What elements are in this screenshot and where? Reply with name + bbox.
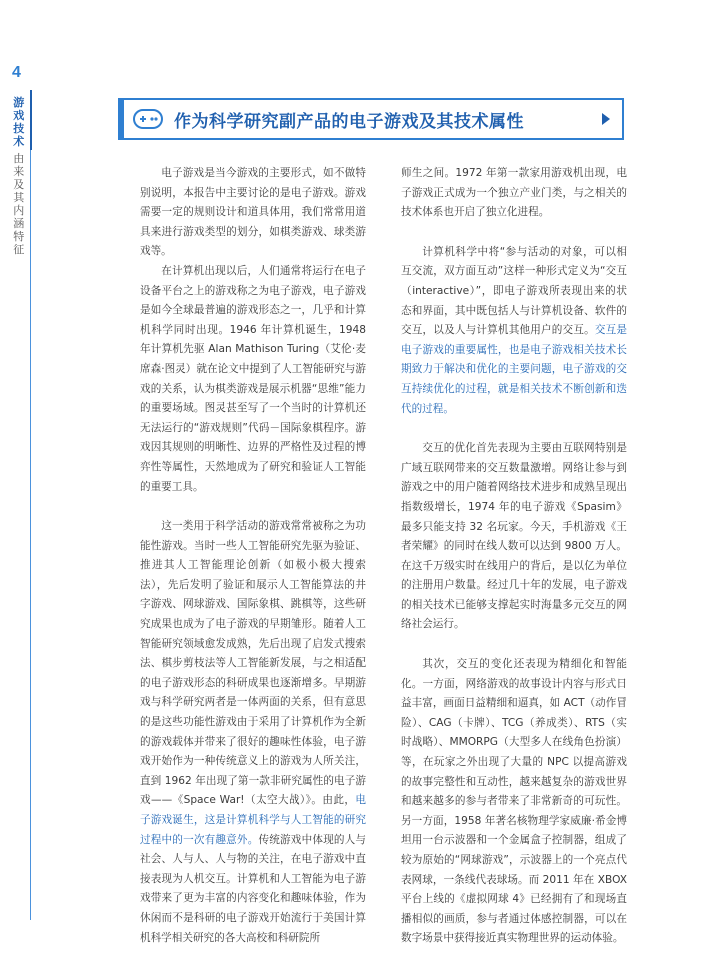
- paragraph-text: 传统游戏中体现的人与社会、人与人、人与物的关注，在电子游戏中直接表现为人机交互。计算机和人工智能为电子游戏带来了更为丰富的内容变化和趣味体验，作为休闲而不是科研的电子游戏开始流行于美国计算机科学相关研究的各大高校和科研院所: [140, 833, 367, 944]
- sidebar-section-subtitle: 由来及其内涵特征: [13, 152, 25, 256]
- right-column: [401, 164, 627, 949]
- chapter-header: [118, 98, 624, 140]
- paragraph: [140, 517, 366, 948]
- arrow-right-icon: [602, 113, 610, 125]
- sidebar-section-label: [10, 96, 28, 256]
- highlighted-text: 电子游戏诞生，这是计算机科学与人工智能的研究过程中的一次有趣意外。: [140, 794, 366, 846]
- paragraph: 其次，交互的变化还表现为精细化和智能化。一方面，网络游戏的故事设计内容与形式日益丰富，画面日益精细和逼真，如 ACT（动作冒险）、CAG（卡牌）、TCG（养成类）、RTS（实时战略）、MMORPG（大型多人在线角色扮演）等，在玩家之外出现了大量的 NPC 以提高游戏的故事完整性和互动性，越来越复杂的游戏世界和越来越多的参与者带来了非常新奇的可玩性。另一方面，1958 年著名核物理学家威廉·希金博坦用一台示波器和一个金属盒子控制器，组成了较为原始的“网球游戏”，示波器上的一个亮点代表网球，一条线代表球场。而 2011 年在 XBOX 平台上线的《虚拟网球 4》已经拥有了和现场直播相似的画质，参与者通过体感控制器，可以在数字场景中获得接近真实物理世界的运动体验。: [401, 658, 627, 945]
- paragraph: 师生之间。1972 年第一款家用游戏机出现，电子游戏正式成为一个独立产业门类，与之相关的技术体系也开启了独立化进程。: [401, 167, 627, 219]
- paragraph: 在计算机出现以后，人们通常将运行在电子设备平台之上的游戏称之为电子游戏，电子游戏是如今全球最普遍的游戏形态之一，几乎和计算机科学同时出现。1946 年计算机诞生，1948 年计算机先驱 Alan Mathison Turing（艾伦·麦席森·图灵）就在论文中提到了人工智能研究与游戏的关系，认为棋类游戏是展示机器“思维”能力的重要场域。图灵甚至写了一个当时的计算机还无法运行的“游戏规则”代码－国际象棋程序。游戏因其规则的明晰性、边界的严格性及过程的博弈性等属性，天然地成为了研究和验证人工智能的重要工具。: [140, 264, 366, 493]
- paragraph-text: 这一类用于科学活动的游戏常常被称之为功能性游戏。当时一些人工智能研究先驱为验证、推进其人工智能理论创新（如极小极大搜索法），先后发明了验证和展示人工智能算法的井字游戏、网球游戏、国际象棋、跳棋等，这些研究成果也成为了电子游戏的早期雏形。随着人工智能研究领域愈发成熟，先后出现了启发式搜索法、棋步剪枝法等人工智能新发展，与之相适配的电子游戏形态的科研成果也逐渐增多。早期游戏与科学研究两者是一体两面的关系，但有意思的是这些功能性游戏由于采用了计算机作为全新的游戏载体并带来了很好的趣味性体验，电子游戏开始作为一种传统意义上的游戏为人所关注，直到 1962 年出现了第一款非研究属性的电子游戏——《Space War!（太空大战）》。由此，: [140, 520, 366, 807]
- page-number: 4: [12, 64, 21, 81]
- sidebar-section-title: 游戏技术: [13, 96, 25, 148]
- left-column: [140, 164, 366, 948]
- paragraph: [401, 243, 627, 419]
- chapter-title: 作为科学研究副产品的电子游戏及其技术属性: [174, 111, 524, 132]
- margin-rule: [30, 90, 31, 920]
- paragraph: 电子游戏是当今游戏的主要形式，如不做特别说明，本报告中主要讨论的是电子游戏。游戏需要一定的规则设计和道具体用，我们常常用道具来进行游戏类型的划分，如棋类游戏、球类游戏等。: [140, 167, 366, 258]
- gamepad-icon: [132, 107, 164, 131]
- margin-rule-accent: [30, 90, 32, 150]
- highlighted-text: 交互是电子游戏的重要属性，也是电子游戏相关技术长期致力于解决和优化的主要问题，电子游戏的交互持续优化的过程，就是相关技术不断创新和迭代的过程。: [401, 324, 628, 415]
- paragraph-text: 计算机科学中将“参与活动的对象，可以相互交流，双方面互动”这样一种形式定义为“交互（interactive）”，即电子游戏所表现出来的状态和界面，其中既包括人与计算机设备、软件的交互，以及人与计算机其他用户的交互。: [401, 245, 627, 337]
- paragraph: 交互的优化首先表现为主要由互联网特别是广域互联网带来的交互数量激增。网络让参与到游戏之中的用户随着网络技术进步和成熟呈现出指数级增长，1974 年的电子游戏《Spasim》最多只能支持 32 名玩家。今天，手机游戏《王者荣耀》的同时在线人数可以达到 9800 万人。在这千万级实时在线用户的背后，是以亿为单位的注册用户数量。经过几十年的发展，电子游戏的相关技术已能够支撑起实时海量多元交互的网络社会运行。: [401, 442, 627, 631]
